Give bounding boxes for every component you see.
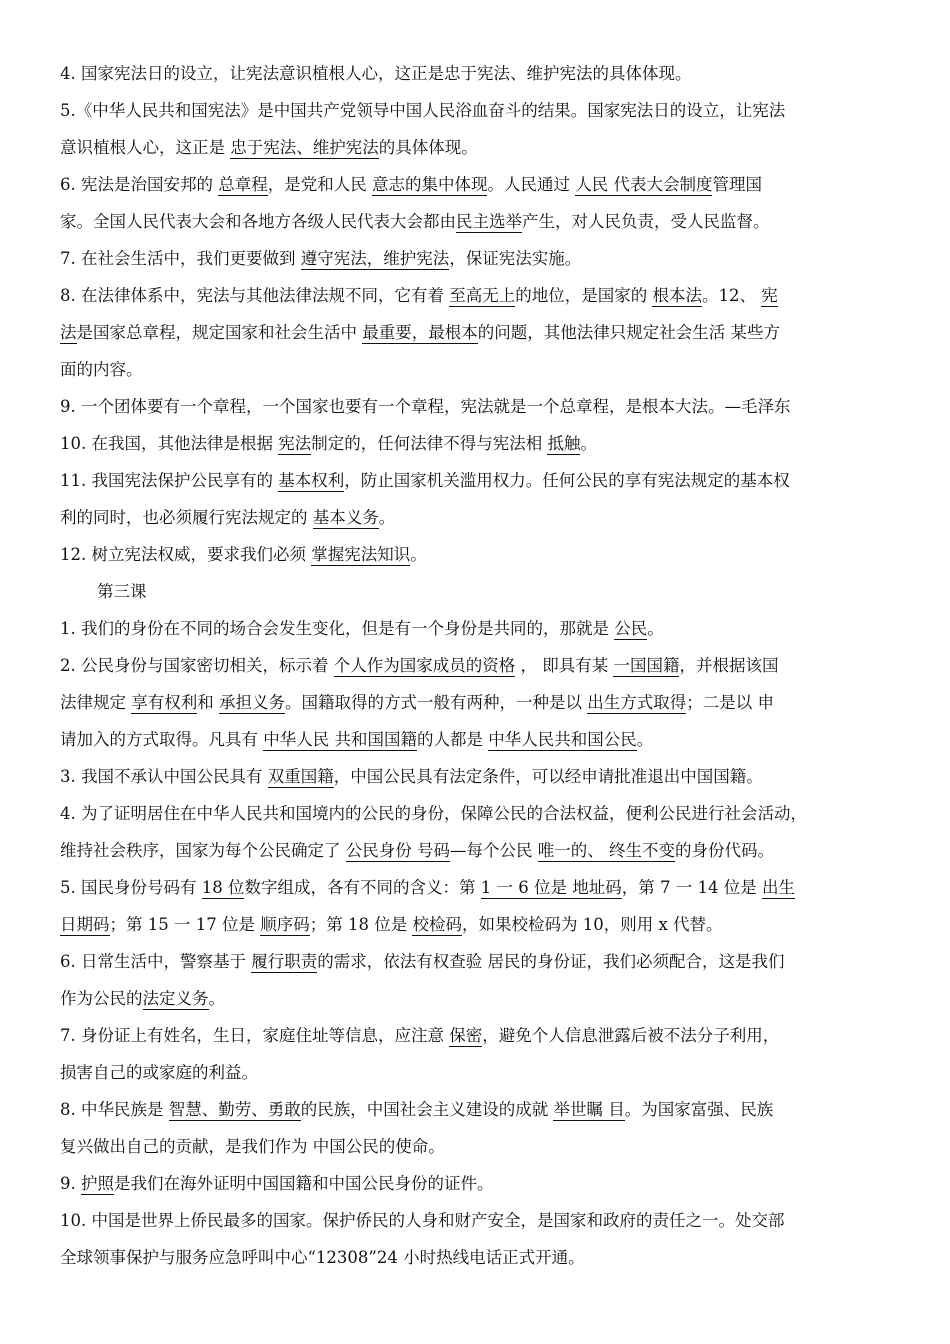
underlined-answer: 公民身份 号码 [345,841,450,860]
underlined-answer: 保密 [449,1026,483,1045]
text-segment: 8. 中华民族是 [60,1100,169,1119]
text-segment: 和 [197,693,219,712]
text-line [60,721,892,758]
text-segment: 5. 国民身份号码有 [60,878,202,897]
text-segment: ，第 7 一 14 位是 [621,878,762,897]
underlined-answer: 出生 [761,878,795,897]
text-line [60,758,892,795]
text-segment: 1. 我们的身份在不同的场合会发生变化，但是有一个身份是共同的，那就是 [60,619,615,638]
text-segment: 损害自己的或家庭的利益。 [60,1063,258,1082]
text-segment: ，并根据该国 [679,656,779,675]
text-segment: 10. 中国是世界上侨民最多的国家。保护侨民的人身和财产安全，是国家和政府的责任之一。处交部 [60,1211,785,1230]
text-line [60,129,892,166]
text-segment: ，中国公民具有法定条件，可以经申请批准退出中国国籍。 [333,767,763,786]
text-line [60,240,892,277]
text-line [60,166,892,203]
text-segment: ；二是以 申 [686,693,774,712]
underlined-answer: 校检码 [412,915,462,934]
text-line [60,388,892,425]
text-line [60,906,892,943]
underlined-answer: 地址码 [572,878,622,897]
text-segment: ；第 18 位是 [309,915,413,934]
text-segment: ， 即具有某 [515,656,614,675]
underlined-answer: 履行职责 [251,952,318,971]
text-line [60,462,892,499]
underlined-answer: 最重要，最根本 [362,323,478,342]
text-line [60,55,892,92]
text-line [60,647,892,684]
underlined-answer: 根本法 [652,286,702,305]
underlined-answer: 人民 代表大会制度 [575,175,713,194]
text-segment: 家。全国人民代表大会和各地方各级人民代表大会都由 [60,212,456,231]
underlined-answer: 出生方式取得 [587,693,687,712]
underlined-answer: 18 位 [201,878,245,897]
text-segment: 数字组成，各有不同的含义：第 [244,878,481,897]
text-segment: ，保证宪法实施。 [449,249,582,268]
text-segment: 作为公民的 [60,989,143,1008]
text-segment: 。 [580,434,597,453]
underlined-answer: 总章程 [218,175,268,194]
text-segment: 10. 在我国，其他法律是根据 [60,434,279,453]
text-line [60,499,892,536]
text-segment: 8. 在法律体系中，宪法与其他法律法规不同，它有着 [60,286,450,305]
text-segment: 2. 公民身份与国家密切相关，标示着 [60,656,334,675]
text-line [60,1017,892,1054]
text-line [60,1202,892,1239]
text-segment: 管理国 [712,175,762,194]
underlined-answer: 基本义务 [312,508,379,527]
text-segment: 4. 国家宪法日的设立，让宪法意识植根人心，这正是忠于宪法、维护宪法的具体体现。 [60,64,692,83]
underlined-answer: 基本权利 [278,471,345,490]
underlined-answer: 智慧、勤劳、勇敢 [168,1100,301,1119]
underlined-answer: 忠于宪法、维护宪法 [230,138,379,157]
underlined-answer: 至高无上 [449,286,516,305]
text-line [60,869,892,906]
underlined-answer: 唯一的、 终生不变 [537,841,675,860]
text-segment: 6. 宪法是治国安邦的 [60,175,219,194]
underlined-answer: 一国国籍 [613,656,680,675]
underlined-answer: 中华人民共和国公民 [488,730,637,749]
underlined-answer: 掌握宪法知识 [311,545,411,564]
text-segment: 3. 我国不承认中国公民具有 [60,767,268,786]
text-line [60,610,892,647]
text-segment: 9. 一个团体要有一个章程，一个国家也要有一个章程，宪法就是一个总章程，是根本大法。—毛泽东 [60,397,791,416]
underlined-answer: 中华人民 共和国国籍 [263,730,417,749]
text-segment: —每个公民 [450,841,538,860]
text-segment: ，防止国家机关滥用权力。任何公民的享有宪法规定的基本权 [344,471,790,490]
text-line [60,1091,892,1128]
underlined-answer: 1 一 6 位是 [480,878,573,897]
text-segment: 6. 日常生活中，警察基于 [60,952,252,971]
text-segment: 。人民通过 [487,175,576,194]
underlined-answer: 遵守宪法，维护宪法 [300,249,450,268]
text-segment: 全球领事保护与服务应急呼叫中心“12308”24 小时热线电话正式开通。 [60,1248,585,1267]
text-line [60,795,892,832]
text-segment: 的问题，其他法律只规定社会生活 某些方 [477,323,780,342]
text-line [60,92,892,129]
underlined-answer: 双重国籍 [267,767,334,786]
text-segment: 的身份代码。 [675,841,774,860]
underlined-answer: 护照 [81,1174,114,1193]
text-segment: 。 [647,619,664,638]
text-line [60,1165,892,1202]
underlined-answer: 日期码 [60,915,110,934]
text-segment: 5.《中华人民共和国宪法》是中国共产党领导中国人民浴血奋斗的结果。国家宪法日的设立，让宪法 [60,101,786,120]
text-segment: 的地位，是国家的 [515,286,653,305]
text-segment: 的人都是 [417,730,489,749]
text-segment: ；第 15 一 17 位是 [109,915,261,934]
text-segment: 11. 我国宪法保护公民享有的 [60,471,279,490]
text-segment: 4. 为了证明居住在中华人民共和国境内的公民的身份，保障公民的合法权益，便利公民进行社会活动， [60,804,807,823]
text-line [60,1054,892,1091]
text-line [60,832,892,869]
text-segment: 是国家总章程，规定国家和社会生活中 [76,323,363,342]
text-segment: 。 [636,730,654,749]
text-segment: ，避免个人信息泄露后被不法分子利用， [482,1026,780,1045]
text-segment: 7. 在社会生活中，我们更要做到 [60,249,301,268]
text-segment: 9. [60,1174,81,1193]
underlined-answer: 宪法 [278,434,312,453]
text-line [60,536,892,573]
underlined-answer: 承担义务 [219,693,285,712]
text-segment: 的具体体现。 [378,138,478,157]
text-line [60,314,892,351]
document-page [60,55,892,1276]
text-segment: 利的同时，也必须履行宪法规定的 [60,508,313,527]
text-segment: 。 [208,989,225,1008]
underlined-answer: 顺序码 [260,915,310,934]
underlined-answer: 个人作为国家成员的资格 [333,656,516,675]
text-line [60,425,892,462]
section-heading [60,573,892,610]
text-line [60,1128,892,1165]
text-segment: 制定的，任何法律不得与宪法相 [311,434,548,453]
text-segment: 。 [410,545,427,564]
text-segment: 意识植根人心，这正是 [60,138,231,157]
underlined-answer: 公民 [614,619,648,638]
underlined-answer: 抵触 [547,434,581,453]
text-line [60,1239,892,1276]
underlined-answer: 意志的集中体现 [371,175,488,194]
text-segment: 第三课 [97,582,147,601]
text-segment: 。为国家富强、民族 [624,1100,774,1119]
text-segment: 是我们在海外证明中国国籍和中国公民身份的证件。 [114,1174,494,1193]
text-line [60,684,892,721]
text-segment: 的民族，中国社会主义建设的成就 [300,1100,554,1119]
underlined-answer: 法 [60,323,77,342]
text-segment: ，是党和人民 [267,175,372,194]
text-segment: 的需求，依法有权查验 居民的身份证，我们必须配合，这是我们 [317,952,785,971]
text-segment: 12. 树立宪法权威，要求我们必须 [60,545,312,564]
text-line [60,277,892,314]
underlined-answer: 宪 [761,286,778,305]
text-segment: 。12、 [701,286,762,305]
underlined-answer: 享有权利 [131,693,198,712]
text-line [60,351,892,388]
text-segment: 维持社会秩序，国家为每个公民确定了 [60,841,346,860]
text-segment: 复兴做出自己的贡献，是我们作为 中国公民的使命。 [60,1137,445,1156]
text-line [60,980,892,1017]
text-segment: ，如果校检码为 10，则用 x 代替。 [461,915,723,934]
text-segment: 产生，对人民负责，受人民监督。 [522,212,770,231]
text-segment: 请加入的方式取得。凡具有 [60,730,264,749]
text-segment: 法律规定 [60,693,132,712]
underlined-answer: 法定义务 [142,989,209,1008]
text-segment: 7. 身份证上有姓名，生日，家庭住址等信息，应注意 [60,1026,450,1045]
text-segment: 。 [378,508,396,527]
underlined-answer: 民主选举 [456,212,522,231]
text-segment: 。国籍取得的方式一般有两种，一种是以 [285,693,588,712]
text-segment: 面的内容。 [60,360,143,379]
text-line [60,203,892,240]
underlined-answer: 举世瞩 目 [553,1100,625,1119]
text-line [60,943,892,980]
